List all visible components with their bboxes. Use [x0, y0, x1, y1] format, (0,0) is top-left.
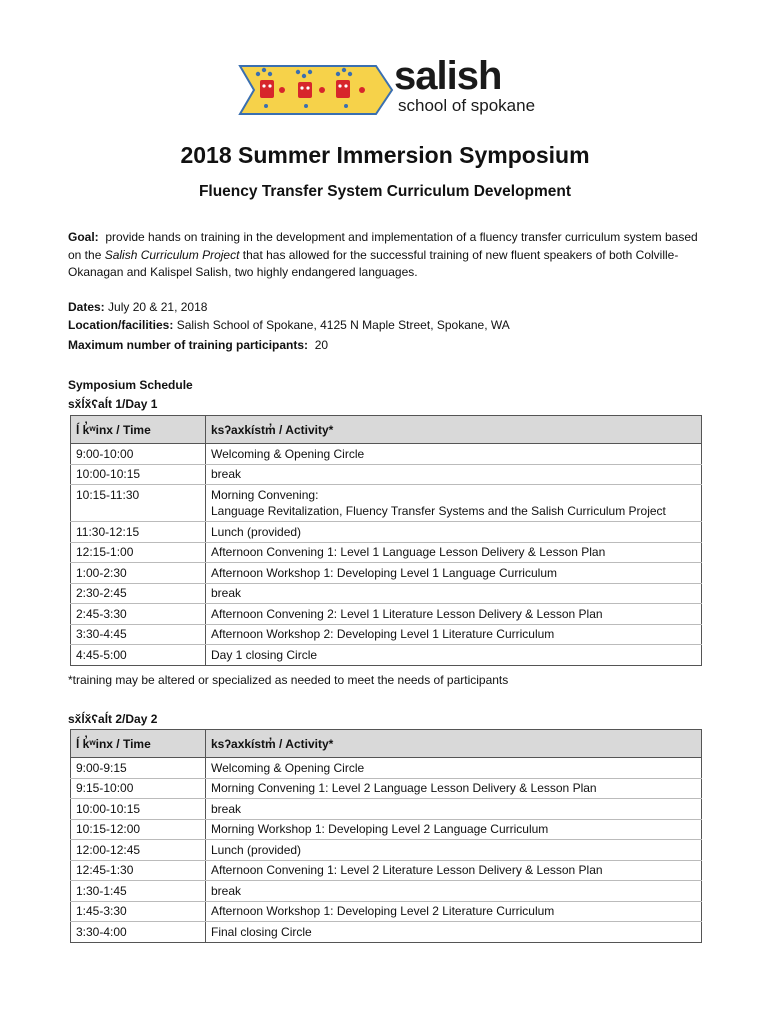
time-cell: 2:45-3:30 — [71, 604, 206, 625]
activity-cell — [206, 444, 702, 465]
table-row — [71, 819, 702, 840]
time-cell: 3:30-4:45 — [71, 624, 206, 645]
table-header-row — [71, 730, 702, 758]
table-row — [71, 799, 702, 820]
activity-text: Afternoon Convening 1: Level 2 Literature Lesson Delivery & Lesson Plan — [211, 863, 603, 878]
time-cell: 9:00-10:00 — [71, 444, 206, 465]
table-row — [71, 922, 702, 943]
logo-wordmark: salish — [394, 54, 502, 98]
activity-text: break — [211, 467, 242, 482]
table-row — [71, 778, 702, 799]
activity-text: Welcoming & Opening Circle — [211, 760, 365, 775]
col-time-header: ĺ k̓ʷinx / Time — [71, 416, 206, 444]
activity-text-line2: Language Revitalization, Fluency Transfer Systems and the Salish Curriculum Project — [211, 504, 666, 518]
dates-value: July 20 & 21, 2018 — [108, 300, 208, 314]
activity-cell — [206, 542, 702, 563]
max-label: Maximum number of training participants: — [68, 338, 309, 352]
dates-line — [68, 299, 207, 316]
activity-text: Morning Convening 1: Level 2 Language Lesson Delivery & Lesson Plan — [211, 781, 597, 796]
time-cell: 12:15-1:00 — [71, 542, 206, 563]
activity-text: Welcoming & Opening Circle — [211, 446, 365, 461]
time-cell: 9:00-9:15 — [71, 758, 206, 779]
activity-cell — [206, 799, 702, 820]
col-time-header: ĺ k̓ʷinx / Time — [71, 730, 206, 758]
activity-text: Final closing Circle — [211, 924, 312, 939]
activity-cell — [206, 758, 702, 779]
time-cell: 10:15-12:00 — [71, 819, 206, 840]
time-cell: 4:45-5:00 — [71, 645, 206, 666]
goal-label: Goal: — [68, 230, 99, 244]
activity-text: Afternoon Convening 1: Level 1 Language Lesson Delivery & Lesson Plan — [211, 545, 606, 560]
table-row — [71, 485, 702, 522]
location-value: Salish School of Spokane, 4125 N Maple Street, Spokane, WA — [176, 318, 510, 332]
logo-subtitle: school of spokane — [398, 96, 536, 115]
table-header-row — [71, 416, 702, 444]
activity-text: break — [211, 586, 242, 601]
schedule-heading: Symposium Schedule — [68, 378, 193, 392]
activity-cell — [206, 819, 702, 840]
table-row — [71, 758, 702, 779]
activity-cell — [206, 881, 702, 902]
activity-text: Afternoon Convening 2: Level 1 Literature Lesson Delivery & Lesson Plan — [211, 606, 603, 621]
max-participants-line — [68, 337, 328, 354]
activity-text: Lunch (provided) — [211, 524, 302, 539]
table-row — [71, 840, 702, 861]
table-row — [71, 563, 702, 584]
activity-cell — [206, 840, 702, 861]
activity-text: Morning Convening: — [211, 488, 319, 502]
activity-text: Afternoon Workshop 1: Developing Level 1 Language Curriculum — [211, 565, 557, 580]
day2-rows — [71, 758, 702, 943]
activity-text: Day 1 closing Circle — [211, 647, 318, 662]
footnote: *training may be altered or specialized as needed to meet the needs of participants — [68, 673, 509, 687]
activity-cell — [206, 522, 702, 543]
activity-text: break — [211, 883, 242, 898]
activity-cell — [206, 901, 702, 922]
time-cell: 1:30-1:45 — [71, 881, 206, 902]
time-cell: 10:00-10:15 — [71, 799, 206, 820]
activity-text: Afternoon Workshop 1: Developing Level 2 Literature Curriculum — [211, 904, 555, 919]
day1-rows — [71, 444, 702, 666]
page-subtitle: Fluency Transfer System Curriculum Development — [198, 183, 572, 200]
school-logo — [236, 54, 536, 124]
table-row — [71, 860, 702, 881]
time-cell: 11:30-12:15 — [71, 522, 206, 543]
location-label: Location/facilities: — [68, 318, 174, 332]
time-cell: 10:00-10:15 — [71, 464, 206, 485]
activity-cell — [206, 583, 702, 604]
table-row — [71, 464, 702, 485]
activity-text: Morning Workshop 1: Developing Level 2 Language Curriculum — [211, 822, 549, 837]
day2-heading: sx̌ĺx̌ʕaĺt 2/Day 2 — [68, 712, 158, 726]
table-row — [71, 444, 702, 465]
time-cell: 3:30-4:00 — [71, 922, 206, 943]
col-activity-header: ksʔaxkístm̓ / Activity* — [206, 416, 702, 444]
activity-cell — [206, 860, 702, 881]
table-row — [71, 542, 702, 563]
day1-heading: sx̌ĺx̌ʕaĺt 1/Day 1 — [68, 397, 158, 411]
activity-cell — [206, 464, 702, 485]
beaded-arrow-icon — [236, 60, 396, 120]
activity-cell — [206, 778, 702, 799]
time-cell: 9:15-10:00 — [71, 778, 206, 799]
time-cell: 1:45-3:30 — [71, 901, 206, 922]
goal-italic: Salish Curriculum Project — [104, 247, 240, 262]
day1-schedule-table — [70, 415, 702, 666]
activity-cell — [206, 563, 702, 584]
table-row — [71, 522, 702, 543]
table-row — [71, 604, 702, 625]
time-cell: 2:30-2:45 — [71, 583, 206, 604]
time-cell: 12:00-12:45 — [71, 840, 206, 861]
table-row — [71, 881, 702, 902]
table-row — [71, 901, 702, 922]
activity-text: Afternoon Workshop 2: Developing Level 1 Literature Curriculum — [211, 627, 555, 642]
goal-text-a: provide hands on training in the development and implementation of a fluency transfer curriculum system based on the — [68, 230, 698, 262]
activity-text: break — [211, 801, 242, 816]
time-cell: 12:45-1:30 — [71, 860, 206, 881]
page-title: 2018 Summer Immersion Symposium — [180, 142, 590, 168]
goal-text-b: that has allowed for the successful training of new fluent speakers of both Colville-Okanagan and Kalispel Salish, two highly endangered languages. — [68, 247, 679, 279]
table-row — [71, 583, 702, 604]
activity-cell — [206, 485, 702, 522]
activity-cell — [206, 604, 702, 625]
activity-text: Lunch (provided) — [211, 842, 302, 857]
activity-cell — [206, 645, 702, 666]
time-cell: 10:15-11:30 — [71, 485, 206, 522]
activity-cell — [206, 922, 702, 943]
col-activity-header: ksʔaxkístm̓ / Activity* — [206, 730, 702, 758]
day2-schedule-table — [70, 729, 702, 943]
goal-paragraph — [68, 229, 708, 282]
dates-label: Dates: — [68, 300, 105, 314]
activity-cell — [206, 624, 702, 645]
location-line — [68, 317, 510, 334]
max-value: 20 — [314, 338, 329, 352]
table-row — [71, 624, 702, 645]
time-cell: 1:00-2:30 — [71, 563, 206, 584]
table-row — [71, 645, 702, 666]
